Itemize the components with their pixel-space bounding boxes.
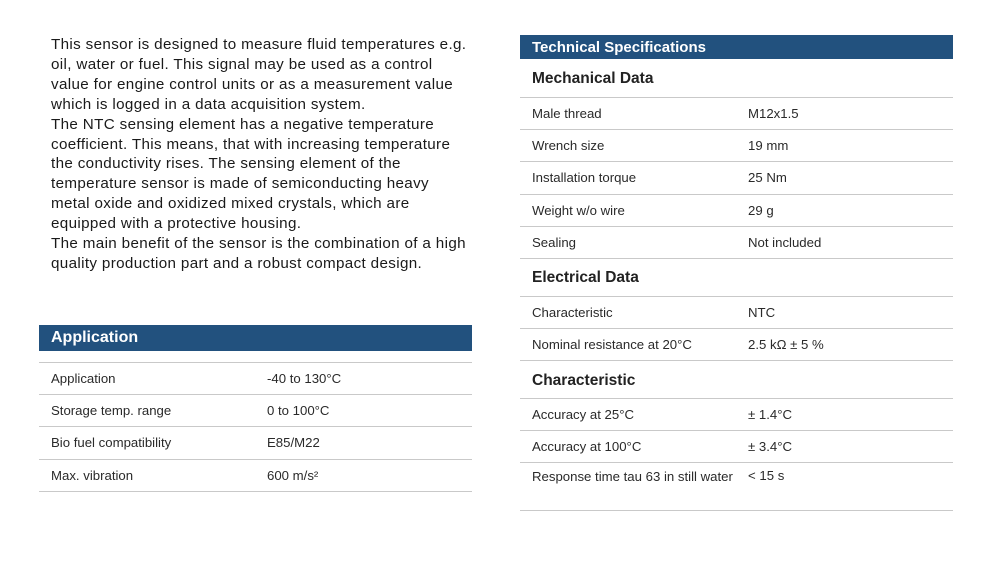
row-label: Accuracy at 25°C — [520, 399, 748, 431]
table-row — [39, 395, 472, 427]
row-value: NTC — [748, 297, 953, 329]
row-label: Response time tau 63 in still water — [520, 463, 748, 511]
row-value: E85/M22 — [267, 427, 472, 459]
row-label: Wrench size — [520, 130, 748, 162]
row-value: M12x1.5 — [748, 98, 953, 130]
row-label: Storage temp. range — [39, 395, 267, 427]
table-row — [520, 431, 953, 463]
table-row — [520, 194, 953, 226]
electrical-data-heading: Electrical Data — [532, 269, 639, 286]
table-row — [39, 427, 472, 459]
intro-paragraph: This sensor is designed to measure fluid temperatures e.g. oil, water or fuel. This signal may be used as a control value for engine control units or as a measurement value which is logged in a data acquisition system. — [51, 36, 467, 113]
row-label: Installation torque — [520, 162, 748, 194]
row-value: 2.5 kΩ ± 5 % — [748, 329, 953, 361]
characteristic-heading: Characteristic — [532, 372, 636, 389]
mechanical-data-table — [520, 97, 953, 259]
row-value: 600 m/s² — [267, 459, 472, 491]
row-label: Max. vibration — [39, 459, 267, 491]
row-value: 25 Nm — [748, 162, 953, 194]
row-label: Sealing — [520, 226, 748, 258]
intro-paragraph: The NTC sensing element has a negative temperature coefficient. This means, that with increasing temperature the conductivity rises. The sensing element of the temperature sensor is made of semiconducting heavy metal oxide and oxidized mixed crystals, which are equipped with a protective housing. — [51, 115, 451, 233]
table-row — [520, 329, 953, 361]
table-row — [520, 130, 953, 162]
row-value: 29 g — [748, 194, 953, 226]
table-row — [520, 463, 953, 511]
row-value: ± 1.4°C — [748, 399, 953, 431]
table-row — [520, 297, 953, 329]
row-label: Application — [39, 363, 267, 395]
intro-text — [51, 35, 471, 274]
row-value: ± 3.4°C — [748, 431, 953, 463]
technical-specifications-header: Technical Specifications — [520, 35, 953, 59]
row-label: Weight w/o wire — [520, 194, 748, 226]
row-label: Characteristic — [520, 297, 748, 329]
electrical-data-table — [520, 296, 953, 361]
mechanical-data-heading: Mechanical Data — [532, 70, 654, 87]
row-label: Bio fuel compatibility — [39, 427, 267, 459]
row-value: < 15 s — [748, 463, 953, 511]
table-row — [520, 162, 953, 194]
row-value: Not included — [748, 226, 953, 258]
table-row — [520, 98, 953, 130]
table-row — [520, 399, 953, 431]
table-row — [39, 363, 472, 395]
application-table — [39, 362, 472, 492]
row-value: -40 to 130°C — [267, 363, 472, 395]
row-value: 0 to 100°C — [267, 395, 472, 427]
row-label: Accuracy at 100°C — [520, 431, 748, 463]
row-value: 19 mm — [748, 130, 953, 162]
characteristic-table — [520, 398, 953, 511]
row-label: Male thread — [520, 98, 748, 130]
table-row — [39, 459, 472, 491]
table-row — [520, 226, 953, 258]
row-label: Nominal resistance at 20°C — [520, 329, 748, 361]
intro-paragraph: The main benefit of the sensor is the combination of a high quality production part and a robust compact design. — [51, 235, 466, 272]
application-header: Application — [39, 325, 472, 351]
